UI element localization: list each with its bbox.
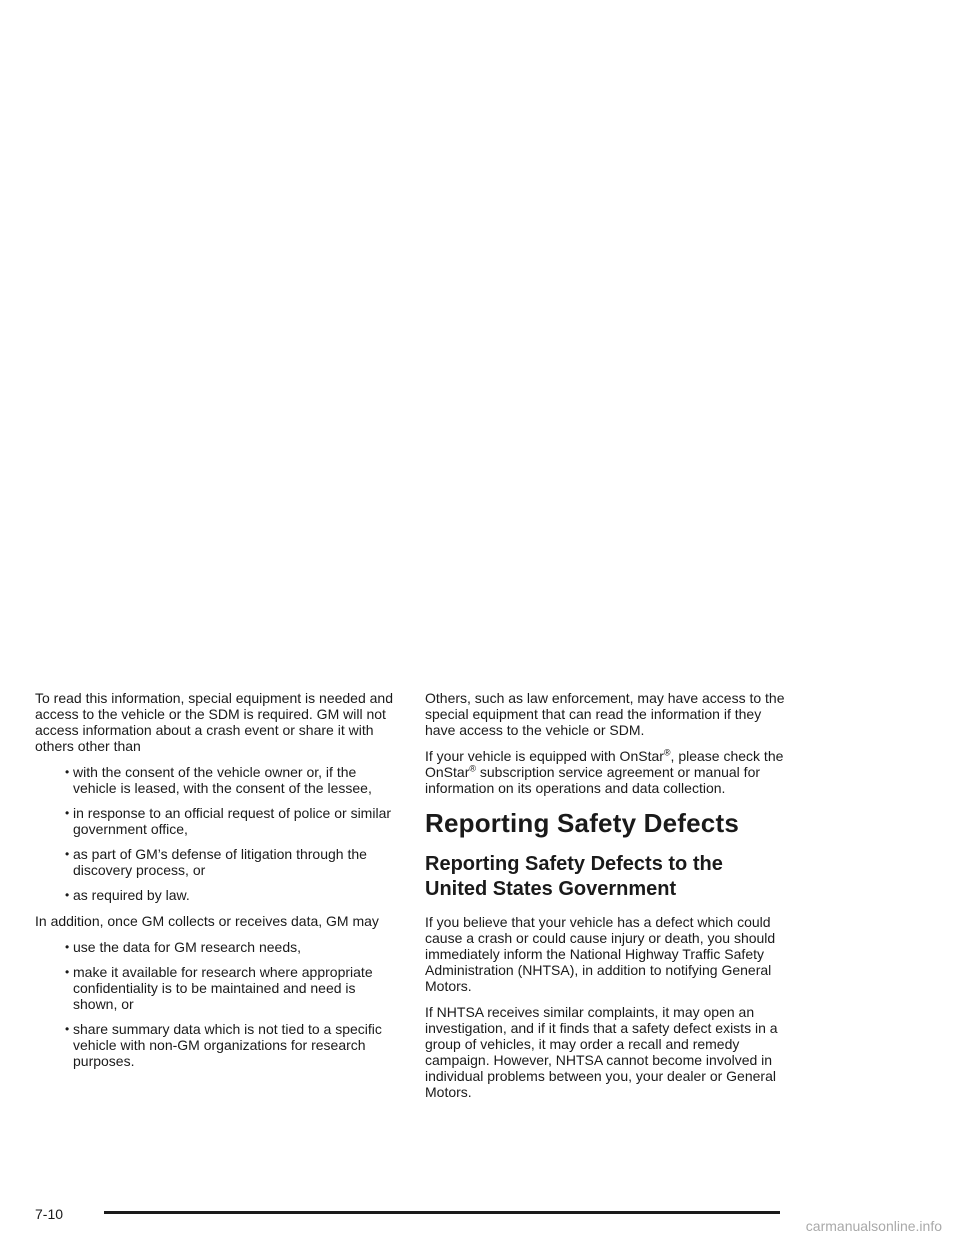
right-column <box>425 690 785 1110</box>
uses-list <box>35 939 395 1069</box>
list-item: • share summary data which is not tied to a specific vehicle with non-GM organizations for research purposes. <box>65 1021 382 1069</box>
addition-paragraph: In addition, once GM collects or receives data, GM may <box>35 913 379 929</box>
list-item: • make it available for research where appropriate confidentiality is to be maintained and need is shown, or <box>65 964 373 1012</box>
list-item: • in response to an official request of police or similar government office, <box>65 805 392 837</box>
bullet-icon: • <box>65 765 70 779</box>
list-item: • use the data for GM research needs, <box>65 939 302 955</box>
believe-paragraph: If you believe that your vehicle has a defect which could cause a crash or could cause injury or death, you should immediately inform the National Highway Traffic Safety Administration (NHTSA), in addition to notifying General Motors. <box>425 914 776 994</box>
bullet-icon: • <box>65 847 70 861</box>
bullet-icon: • <box>65 940 70 954</box>
conditions-list <box>35 764 395 903</box>
onstar-paragraph: If your vehicle is equipped with OnStar®, please check the OnStar® subscription service agreement or manual for information on its operations and data collection. <box>425 747 784 796</box>
page-number: 7-10 <box>35 1206 64 1222</box>
left-column <box>35 690 395 1079</box>
list-item: • as part of GM’s defense of litigation through the discovery process, or <box>65 846 367 878</box>
watermark: carmanualsonline.info <box>805 1218 942 1234</box>
registered-mark: ® <box>469 763 476 774</box>
others-paragraph: Others, such as law enforcement, may have access to the special equipment that can read the information if they have access to the vehicle or SDM. <box>425 690 785 738</box>
registered-mark: ® <box>663 747 671 758</box>
nhtsa-paragraph: If NHTSA receives similar complaints, it may open an investigation, and if it finds that a safety defect exists in a group of vehicles, it may order a recall and remedy campaign. However, NHTSA cannot become involved in individual problems between you, your dealer or General Motors. <box>425 1004 778 1100</box>
intro-paragraph: To read this information, special equipment is needed and access to the vehicle or the SDM is required. GM will not access information about a crash event or share it with others other than <box>35 690 393 754</box>
bullet-icon: • <box>65 1022 70 1036</box>
list-item: • with the consent of the vehicle owner or, if the vehicle is leased, with the consent of the lessee, <box>65 764 372 796</box>
subsection-heading: Reporting Safety Defects to the United States Government <box>425 853 723 900</box>
bullet-icon: • <box>65 806 70 820</box>
bullet-icon: • <box>65 888 70 902</box>
section-heading: Reporting Safety Defects <box>425 808 739 838</box>
footer-rule <box>104 1211 780 1214</box>
list-item: • as required by law. <box>65 887 190 903</box>
bullet-icon: • <box>65 965 70 979</box>
